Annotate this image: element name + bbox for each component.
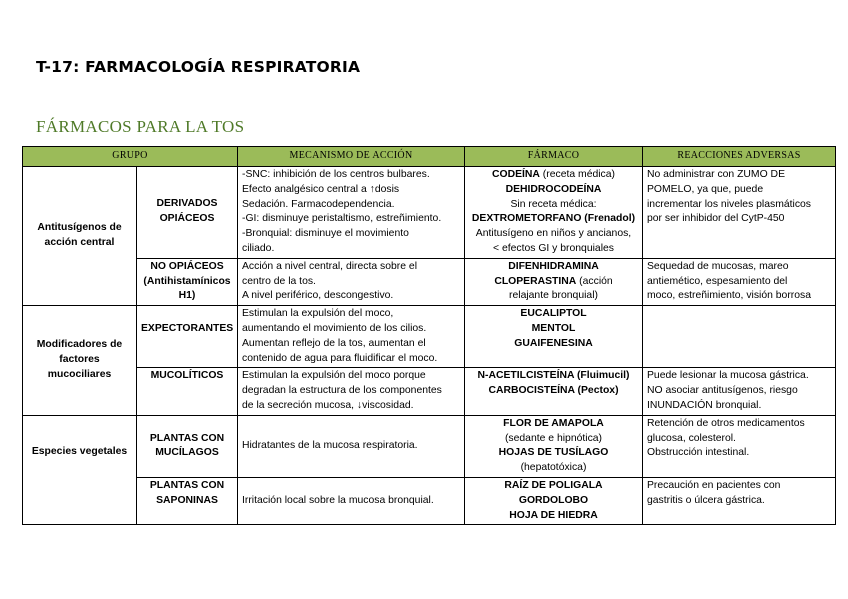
adverse-cell: [643, 368, 836, 415]
adverse-cell: [643, 306, 836, 368]
adverse-text: por ser inhibidor del CytP-450: [647, 213, 785, 225]
drug-name: FLOR DE AMAPOLA: [503, 417, 604, 429]
table-row: [23, 258, 836, 305]
table-row: [23, 415, 836, 477]
table-row: [23, 368, 836, 415]
drug-note: < efectos GI y bronquiales: [492, 242, 614, 254]
mechanism-text: A nivel periférico, descongestivo.: [242, 290, 394, 302]
adverse-text: antiemético, espesamiento del: [647, 275, 788, 287]
header-grupo: GRUPO: [23, 147, 238, 167]
subgroup-text: MUCOLÍTICOS: [150, 370, 224, 382]
adverse-cell: [643, 477, 836, 524]
drug-name: GUAIFENESINA: [514, 337, 593, 349]
mechanism-text: centro de la tos.: [242, 275, 316, 287]
mechanism-text: -GI: disminuye peristaltismo, estreñimiento.: [242, 213, 442, 225]
drug-name: CLOPERASTINA: [494, 275, 577, 287]
subgroup-expectorantes: [137, 306, 238, 368]
group-vegetales: [23, 415, 137, 525]
drug-name: GORDOLOBO: [518, 494, 589, 506]
drug-name: CODEÍNA: [492, 169, 540, 180]
mechanism-cell: [238, 477, 465, 524]
mechanism-text: degradan la estructura de los componentes: [242, 385, 442, 397]
header-farmaco: FÁRMACO: [465, 147, 643, 167]
mechanism-cell: [238, 415, 465, 477]
drug-name: N-ACETILCISTEÍNA (Fluimucil): [477, 370, 630, 382]
subgroup-text: NO OPIÁCEOS: [150, 260, 224, 272]
table-row: [23, 306, 836, 368]
group-text: Especies vegetales: [31, 445, 128, 457]
adverse-text: glucosa, colesterol.: [647, 432, 736, 444]
group-text: mucociliares: [47, 368, 112, 380]
adverse-text: Retención de otros medicamentos: [647, 417, 805, 429]
mechanism-text: de la secreción mucosa, ↓viscosidad.: [242, 399, 414, 411]
adverse-text: Puede lesionar la mucosa gástrica.: [647, 370, 809, 382]
subgroup-mucilagos: [137, 415, 238, 477]
adverse-text: POMELO, ya que, puede: [647, 183, 764, 195]
subgroup-text: MUCÍLAGOS: [155, 447, 219, 459]
group-text: factores: [59, 354, 100, 366]
section-title: FÁRMACOS PARA LA TOS: [36, 117, 245, 136]
group-text: Antitusígenos de: [37, 222, 122, 234]
subgroup-text: DERIVADOS: [156, 198, 218, 209]
mechanism-cell: [238, 306, 465, 368]
mechanism-text: aumentando el movimiento de los cilios.: [242, 322, 427, 334]
mechanism-text: contenido de agua para fluidificar el moco.: [242, 352, 438, 364]
drug-cell: [465, 167, 643, 259]
mechanism-text: -Bronquial: disminuye el movimiento: [242, 228, 409, 240]
adverse-cell: [643, 258, 836, 305]
mechanism-cell: [238, 368, 465, 415]
drug-name: CARBOCISTEÍNA (Pectox): [488, 385, 619, 397]
adverse-text: Sequedad de mucosas, mareo: [647, 260, 789, 272]
subgroup-text: H1): [178, 290, 196, 302]
drug-note: (acción: [576, 275, 613, 287]
mechanism-text: Efecto analgésico central a ↑dosis: [242, 183, 400, 195]
mechanism-text: ciliado.: [242, 242, 275, 254]
mechanism-text: Hidratantes de la mucosa respiratoria.: [242, 439, 418, 451]
group-text: Modificadores de: [36, 339, 123, 351]
drug-name: MENTOL: [531, 322, 576, 334]
drug-note: Sin receta médica:: [510, 198, 597, 210]
subgroup-text: PLANTAS CON: [149, 432, 225, 444]
group-antitusigenos: [23, 167, 137, 306]
drug-line: [469, 275, 638, 290]
mechanism-text: Estimulan la expulsión del moco,: [242, 308, 394, 320]
group-mucociliares: [23, 306, 137, 416]
table-row: [23, 167, 836, 259]
mechanism-text: Aumentan reflejo de la tos, aumentan el: [242, 337, 426, 349]
header-row: [23, 147, 836, 167]
adverse-text: NO asociar antitusígenos, riesgo: [647, 385, 798, 397]
mechanism-cell: [238, 167, 465, 259]
mechanism-text: Estimulan la expulsión del moco porque: [242, 370, 426, 382]
subgroup-text: PLANTAS CON: [149, 479, 225, 491]
subgroup-text: SAPONINAS: [156, 494, 218, 506]
subgroup-text: (Antihistamínicos: [143, 275, 231, 287]
subgroup-mucoliticos: [137, 368, 238, 415]
adverse-text: moco, estreñimiento, visión borrosa: [647, 290, 812, 302]
drug-cell: [465, 258, 643, 305]
subgroup-text: EXPECTORANTES: [141, 323, 234, 335]
drug-note: (sedante e hipnótica): [504, 432, 603, 444]
header-reacciones: REACCIONES ADVERSAS: [643, 147, 836, 167]
cough-drugs-table: [22, 146, 836, 525]
drug-note: (receta médica): [539, 169, 615, 180]
drug-cell: [465, 368, 643, 415]
mechanism-text: Acción a nivel central, directa sobre el: [242, 260, 417, 272]
adverse-text: gastritis o úlcera gástrica.: [647, 494, 765, 506]
drug-note: Antitusígeno en niños y ancianos,: [475, 228, 632, 240]
adverse-text: Obstrucción intestinal.: [647, 447, 750, 459]
drug-cell: [465, 477, 643, 524]
adverse-text: incrementar los niveles plasmáticos: [647, 198, 812, 210]
drug-cell: [465, 306, 643, 368]
subgroup-saponinas: [137, 477, 238, 524]
group-text: acción central: [44, 237, 115, 249]
drug-name: EUCALIPTOL: [520, 308, 587, 320]
drug-note: relajante bronquial): [509, 290, 598, 302]
mechanism-text: Sedación. Farmacodependencia.: [242, 198, 395, 210]
drug-note: (hepatotóxica): [520, 462, 587, 474]
subgroup-no-opiaceos: [137, 258, 238, 305]
mechanism-text: Irritación local sobre la mucosa bronquial.: [242, 494, 434, 506]
drug-line: [469, 168, 638, 183]
adverse-text: Precaución en pacientes con: [647, 479, 781, 491]
drug-name: HOJA DE HIEDRA: [509, 509, 598, 521]
document-title: T-17: FARMACOLOGÍA RESPIRATORIA: [36, 58, 361, 76]
mechanism-text: -SNC: inhibición de los centros bulbares.: [242, 169, 430, 180]
adverse-text: INUNDACIÓN bronquial.: [647, 399, 762, 411]
table-row: [23, 477, 836, 524]
drug-name: RAÍZ DE POLIGALA: [504, 479, 603, 491]
header-mecanismo: MECANISMO DE ACCIÓN: [238, 147, 465, 167]
drug-name: DEHIDROCODEÍNA: [505, 183, 602, 195]
adverse-cell: [643, 167, 836, 259]
subgroup-text: OPIÁCEOS: [159, 212, 215, 224]
mechanism-cell: [238, 258, 465, 305]
drug-name: HOJAS DE TUSÍLAGO: [498, 447, 609, 459]
adverse-text: No administrar con ZUMO DE: [647, 169, 785, 180]
drug-cell: [465, 415, 643, 477]
subgroup-opiaceos: [137, 167, 238, 259]
drug-name: DEXTROMETORFANO (Frenadol): [471, 213, 636, 225]
drug-name: DIFENHIDRAMINA: [508, 260, 599, 272]
adverse-cell: [643, 415, 836, 477]
